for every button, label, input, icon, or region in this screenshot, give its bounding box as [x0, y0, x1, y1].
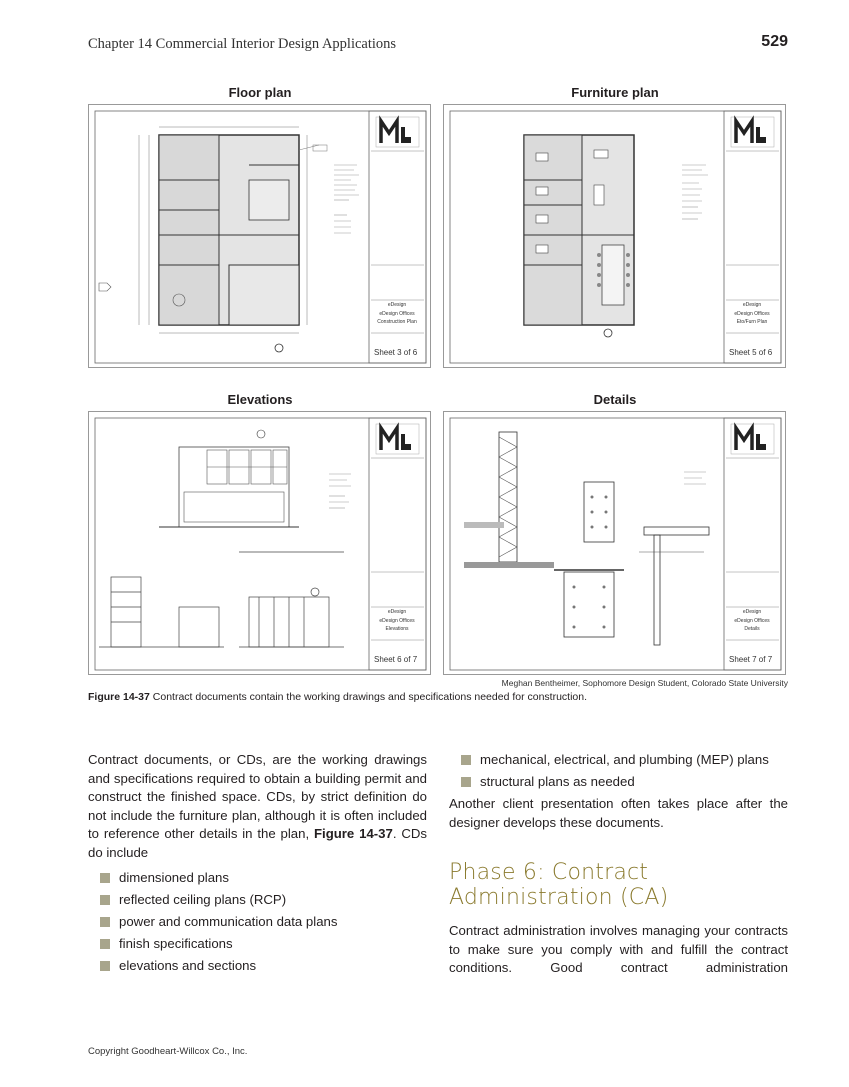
drawing-sheet-details: [443, 411, 786, 675]
drawing-sheet-furniture-plan: [443, 104, 786, 368]
details-drawing: [444, 412, 787, 676]
sheet-3-number: Sheet 6 of 7: [374, 655, 418, 664]
bullet-square-icon: [461, 755, 471, 765]
caption-text: Contract documents contain the working drawings and specifications needed for construction.: [149, 691, 588, 703]
left-paragraph: [88, 751, 427, 863]
sheet-2-number: Sheet 5 of 6: [729, 348, 773, 357]
sheet-4-project: eDesign Offices: [734, 618, 770, 624]
list-item-text: finish specifications: [119, 936, 233, 951]
figure-credit: Meghan Bentheimer, Sophomore Design Student, Colorado State University: [501, 678, 788, 688]
mep-bullet-list: [461, 751, 788, 795]
bullet-square-icon: [100, 895, 110, 905]
list-item: [100, 935, 427, 957]
bullet-square-icon: [100, 939, 110, 949]
sheet-3-firm: eDesign: [387, 609, 407, 615]
list-item: [100, 891, 427, 913]
chapter-title: Chapter 14 Commercial Interior Design Applications: [88, 36, 397, 52]
elevations-drawing: [89, 412, 432, 676]
sheet-4-firm: eDesign: [742, 609, 762, 615]
list-item-text: power and communication data plans: [119, 914, 338, 929]
list-item: [100, 869, 427, 891]
section-heading: [449, 860, 668, 910]
cd-bullet-list: [100, 869, 427, 979]
copyright-footer: Copyright Goodheart-Willcox Co., Inc.: [88, 1046, 248, 1057]
right-paragraph-2: Contract administration involves managing your contracts to make sure you comply with and fulfill the contract conditions. Good contract administration: [449, 923, 788, 976]
bullet-square-icon: [100, 917, 110, 927]
page-number: 529: [761, 33, 788, 50]
left-paragraph-main: Contract documents, or CDs, are the working drawings and specifications required to obtain a building permit and construct the finished space. CDs, by strict definition do not include the furniture plan, although it is often included to reference other details in the plan,: [88, 752, 427, 842]
list-item-text: mechanical, electrical, and plumbing (MEP) plans: [480, 752, 769, 767]
sheet-4-number: Sheet 7 of 7: [729, 655, 773, 664]
sheet-1-firm: eDesign: [387, 302, 407, 308]
panel-title-details: Details: [593, 392, 637, 407]
drawing-sheet-elevations: [88, 411, 431, 675]
floor-plan-drawing: [89, 105, 432, 369]
sheet-2-project: eDesign Offices: [734, 311, 770, 317]
heading-line-1: Phase 6: Contract: [449, 860, 649, 885]
bullet-square-icon: [461, 777, 471, 787]
list-item: [100, 957, 427, 979]
panel-title-furniture-plan: Furniture plan: [571, 85, 659, 100]
sheet-2-plan: Eto/Furn Plan: [736, 319, 768, 325]
sheet-3-plan: Elevations: [385, 626, 409, 632]
sheet-2-firm: eDesign: [742, 302, 762, 308]
sheet-1-project: eDesign Offices: [379, 311, 415, 317]
sheet-1-number: Sheet 3 of 6: [374, 348, 418, 357]
list-item-text: elevations and sections: [119, 958, 257, 973]
list-item-text: dimensioned plans: [119, 870, 229, 885]
panel-title-floor-plan: Floor plan: [228, 85, 292, 100]
furniture-plan-drawing: [444, 105, 787, 369]
left-paragraph-end: . CDs do include: [88, 826, 427, 860]
panel-title-elevations: Elevations: [227, 392, 293, 407]
sheet-3-project: eDesign Offices: [379, 618, 415, 624]
figure-caption: [88, 691, 587, 703]
bullet-square-icon: [100, 961, 110, 971]
right-paragraph: Another client presentation often takes place after the designer develops these documents.: [449, 796, 788, 830]
caption-label: Figure 14-37: [88, 691, 150, 703]
heading-line-2: Administration (CA): [449, 885, 669, 910]
sheet-1-plan: Construction Plan: [377, 319, 417, 325]
list-item-text: structural plans as needed: [480, 774, 635, 789]
list-item-text: reflected ceiling plans (RCP): [119, 892, 287, 907]
list-item: [461, 751, 788, 773]
list-item: [100, 913, 427, 935]
drawing-sheet-floor-plan: [88, 104, 431, 368]
figure-reference: Figure 14-37: [313, 826, 393, 842]
list-item: [461, 773, 788, 795]
sheet-4-plan: Details: [744, 626, 760, 632]
bullet-square-icon: [100, 873, 110, 883]
